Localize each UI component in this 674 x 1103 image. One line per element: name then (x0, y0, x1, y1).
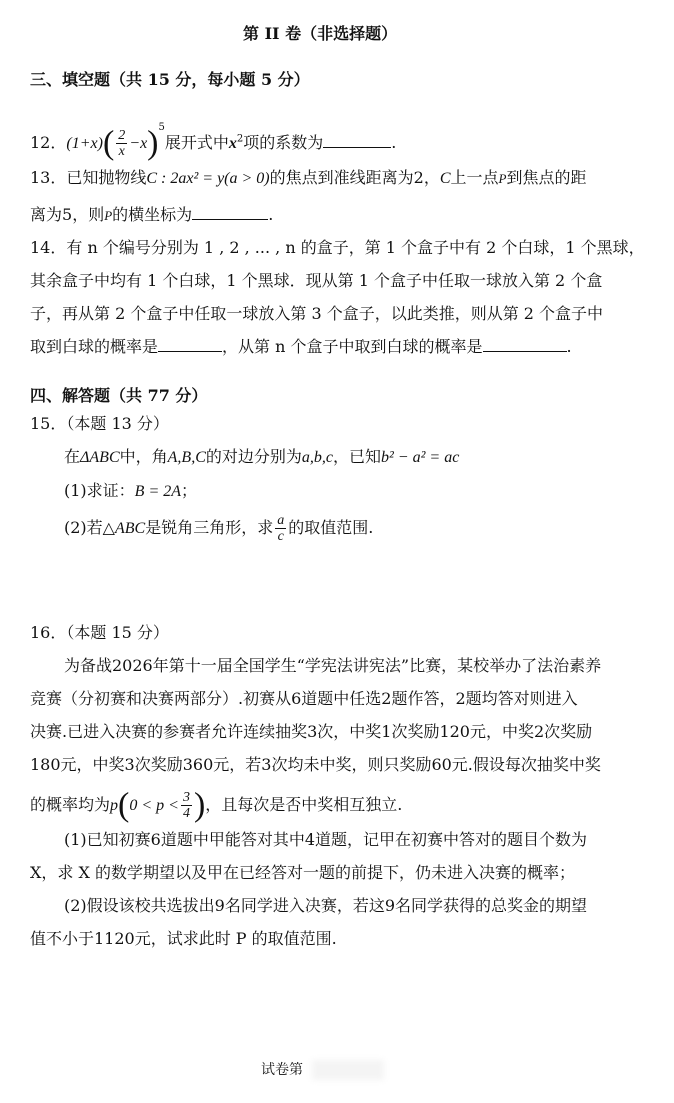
math-var: p (110, 797, 119, 814)
math-equation: B = 2A (134, 483, 182, 500)
paren-close: ) (193, 786, 206, 824)
answer-blank[interactable] (323, 133, 391, 148)
math-condition: b² − a² = ac (381, 449, 460, 466)
question-14-line-1: 14．有 n 个编号分别为 1 , 2 , ... , n 的盒子，第 1 个盒子中有 2 个白球，1 个黑球， (30, 238, 645, 257)
punct: ； (181, 481, 198, 500)
math-term: −x (129, 135, 148, 152)
answer-blank[interactable] (483, 337, 567, 352)
question-number: 12． (30, 133, 67, 152)
math-equation: C : 2ax² = y(a > 0) (146, 170, 270, 187)
math-factor: (1+x) (66, 135, 103, 152)
question-text: ，且每次是否中奖相互独立. (205, 795, 403, 814)
answer-blank[interactable] (158, 337, 222, 352)
question-16-line-4: 180元，中奖3次奖励360元，若3次均未中奖，则只奖励60元.假设每次抽奖中奖 (30, 755, 601, 774)
question-15-part-1 (64, 481, 197, 502)
question-14-line-2: 其余盒子中均有 1 个白球，1 个黑球．现从第 1 个盒子中任取一球放入第 2 个盒 (30, 271, 603, 290)
answer-blank[interactable] (192, 205, 268, 220)
math-fraction: $\frac{2}{x}$ (118, 128, 126, 159)
question-text: 的焦点到准线距离为 (269, 168, 414, 187)
question-text: 展开式中 (164, 133, 229, 152)
question-text: (1)求证： (64, 481, 135, 500)
math-inequality: 0 < p < (129, 797, 179, 814)
question-14-line-4: 取到白球的概率是 ，从第 n 个盒子中取到白球的概率是 . (30, 337, 572, 356)
question-16-sub-1-line-1: (1)已知初赛6道题中甲能答对其中4道题，记甲在初赛中答对的题目个数为 (64, 830, 588, 849)
question-text: 项的系数为 (243, 133, 324, 152)
math-var: C (439, 170, 451, 187)
question-text: 离为 (30, 205, 63, 224)
question-text: 的横坐标为 (112, 205, 193, 224)
page-footer: 试卷第 (261, 1062, 303, 1078)
math-var: P (498, 171, 507, 186)
question-text: 的概率均为 (30, 795, 111, 814)
math-value: 2 (413, 168, 424, 187)
math-fraction: $\frac{a}{c}$ (277, 513, 285, 544)
question-text: (2)若 (64, 518, 103, 537)
math-triangle: ΔABC (80, 449, 120, 466)
math-exponent: 5 (158, 122, 165, 133)
question-15-stem (64, 447, 459, 468)
question-16-line-2: 竞赛（分初赛和决赛两部分）.初赛从6道题中任选2题作答，2题均答对则进入 (30, 689, 578, 708)
question-13-line-2: 离为5，则P的横坐标为 . (30, 205, 274, 224)
footer-blur-patch (312, 1060, 384, 1080)
question-16-line-3: 决赛.已进入决赛的参赛者允许连续抽奖3次，中奖1次奖励120元，中奖2次奖励 (30, 722, 593, 741)
math-sides: a,b,c (301, 449, 333, 466)
question-15-header: 15．（本题 13 分） (30, 414, 169, 433)
question-16-line-1: 为备战2026年第十一届全国学生“学宪法讲宪法”比赛，某校举办了法治素养 (64, 656, 602, 675)
question-text: 中，角 (119, 447, 168, 466)
question-12: 12．(1+x)( $\frac{2}{x}$ −x)$^5$展开式中$x^2$项的系数为 . (30, 122, 397, 162)
question-15-part-2 (64, 510, 373, 546)
math-var: P (104, 208, 113, 223)
question-text: 是锐角三角形，求 (145, 518, 274, 537)
question-14-line-3: 子，再从第 2 个盒子中任取一球放入第 3 个盒子，以此类推，则从第 2 个盒子中 (30, 304, 604, 323)
math-triangle: △ABC (102, 520, 146, 537)
question-text: 13．已知抛物线 (30, 168, 147, 187)
section-heading-answer: 四、解答题（共 77 分） (30, 386, 208, 405)
question-text: 在 (64, 447, 81, 466)
math-var: x (228, 135, 237, 152)
question-16-sub-2-line-2: 值不小于1120元，试求此时 P 的取值范围. (30, 929, 337, 948)
question-13-line-1 (30, 168, 587, 189)
question-text: ，已知 (332, 447, 381, 466)
question-text: 取到白球的概率是 (30, 337, 159, 356)
paren-open: ( (102, 124, 115, 162)
question-text: ，从第 n 个盒子中取到白球的概率是 (222, 337, 483, 356)
question-text: 上一点 (450, 168, 499, 187)
question-16-sub-2-line-1: (2)假设该校共选拔出9名同学进入决赛，若这9名同学获得的总奖金的期望 (64, 896, 588, 915)
question-text: ，则 (72, 205, 105, 224)
question-text: 的取值范围. (288, 518, 374, 537)
punct: ， (423, 168, 440, 187)
question-text: 的对边分别为 (205, 447, 302, 466)
question-16-line-5 (30, 783, 402, 827)
math-exponent: 2 (236, 133, 244, 145)
section-heading-fill-in: 三、填空题（共 15 分，每小题 5 分） (30, 70, 310, 89)
math-fraction: $\frac{3}{4}$ (182, 790, 190, 821)
math-value: 5 (62, 205, 73, 224)
question-text: 到焦点的距 (506, 168, 587, 187)
question-16-header: 16．（本题 15 分） (30, 623, 169, 642)
paren-close: ) (147, 124, 159, 162)
paper-part-title: 第 II 卷（非选择题） (243, 24, 398, 43)
math-angles: A,B,C (167, 449, 206, 466)
paren-open: ( (118, 786, 130, 824)
question-16-sub-1-line-2: X，求 X 的数学期望以及甲在已经答对一题的前提下，仍未进入决赛的概率； (30, 863, 575, 882)
